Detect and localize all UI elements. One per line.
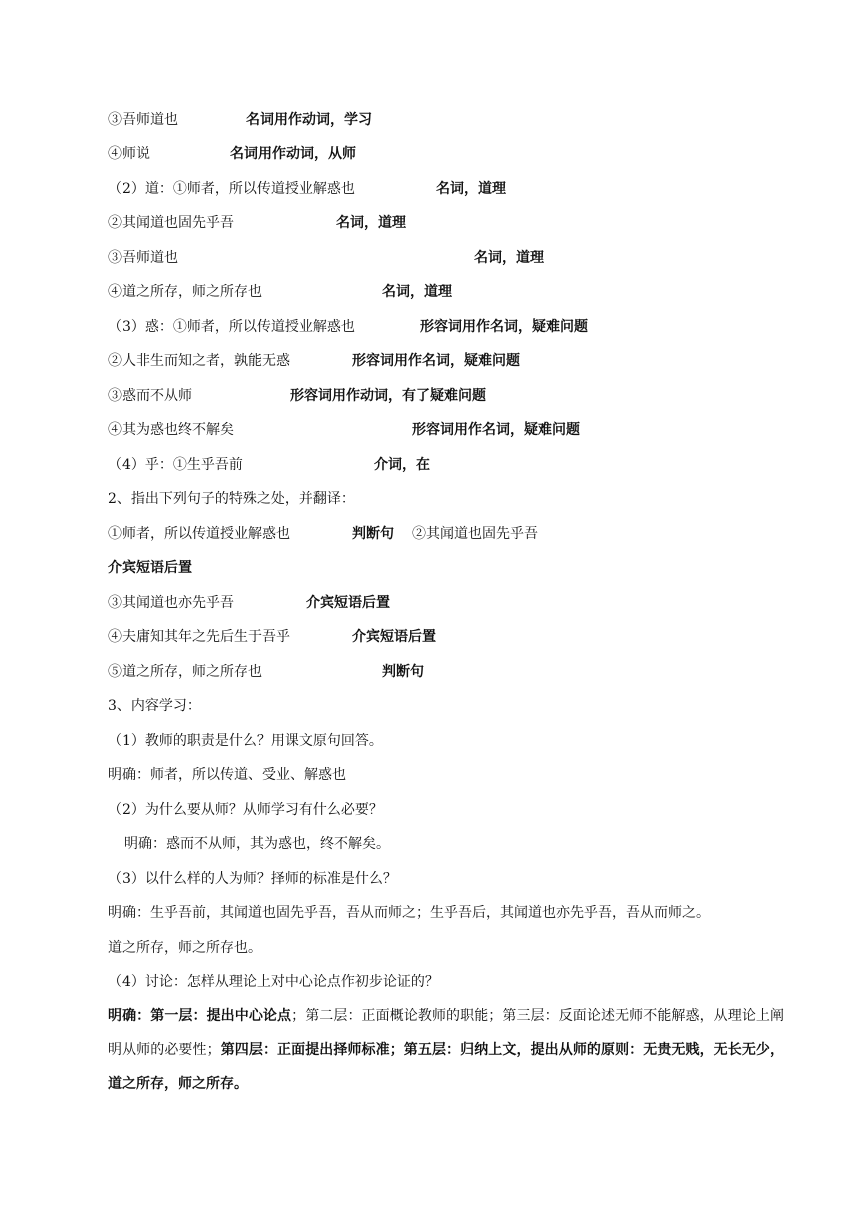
annotation: 形容词用作名词，疑难问题 (352, 353, 520, 369)
answer-paragraph (108, 999, 784, 1101)
annotation: 形容词用作名词，疑难问题 (420, 319, 588, 335)
sentence: ②其闻道也固先乎吾 (108, 215, 234, 231)
example-line (108, 111, 178, 129)
question: （1）教师的职责是什么？用课文原句回答。 (108, 733, 383, 749)
answer: 明确：师者，所以传道、受业、解惑也 (108, 767, 346, 783)
sentence: ④其为惑也终不解矣 (108, 422, 234, 438)
sentence: ③吾师道也 (108, 250, 178, 266)
sentence: ④道之所存，师之所存也 (108, 284, 262, 300)
sentence: ④夫庸知其年之先后生于吾乎 (108, 629, 290, 645)
annotation: 名词用作动词，从师 (230, 146, 356, 162)
question: （4）讨论：怎样从理论上对中心论点作初步论证的？ (108, 974, 439, 990)
sentence: ⑤道之所存，师之所存也 (108, 664, 262, 680)
answer: 明确：生乎吾前，其闻道也固先乎吾，吾从而师之；生乎吾后，其闻道也亦先乎吾，吾从而师之。 (108, 905, 710, 921)
annotation: 介宾短语后置 (306, 595, 390, 611)
sentence: ②其闻道也固先乎吾 (412, 526, 538, 542)
annotation: 介词，在 (374, 457, 430, 473)
answer: 道之所存，师之所存也。 (108, 940, 262, 956)
question: （3）以什么样的人为师？择师的标准是什么？ (108, 871, 397, 887)
sentence: （4）乎：①生乎吾前 (108, 457, 243, 473)
sentence: ③吾师道也 (108, 112, 178, 128)
sentence: （3）惑：①师者，所以传道授业解惑也 (108, 319, 355, 335)
annotation: 判断句 (352, 526, 394, 542)
sentence: ②人非生而知之者，孰能无惑 (108, 353, 290, 369)
answer: 明确：惑而不从师，其为惑也，终不解矣。 (124, 836, 390, 852)
sentence: ①师者，所以传道授业解惑也 (108, 526, 290, 542)
sentence: ③惑而不从师 (108, 388, 192, 404)
answer-bold: 第四层：正面提出择师标准；第五层：归纳上文，提出从师的原则：无贵无贱，无长无少，道之所存，师之所存。 (108, 1042, 785, 1092)
section-heading: 3、内容学习： (108, 698, 201, 714)
annotation: 名词，道理 (436, 181, 506, 197)
question: （2）为什么要从师？从师学习有什么必要？ (108, 802, 383, 818)
sentence: ④师说 (108, 146, 150, 162)
sentence: （2）道：①师者，所以传道授业解惑也 (108, 181, 355, 197)
annotation: 名词用作动词，学习 (246, 112, 372, 128)
annotation: 名词，道理 (382, 284, 452, 300)
annotation: 名词，道理 (474, 250, 544, 266)
answer-bold: 明确：第一层：提出中心论点 (108, 1008, 292, 1024)
section-heading: 2、指出下列句子的特殊之处，并翻译： (108, 491, 355, 507)
sentence: ③其闻道也亦先乎吾 (108, 595, 234, 611)
answer-text: ；第二层：正面概论教师的职能；第三层：反面论述无师不能解惑，从理论上阐明从师的必要性； (108, 1008, 785, 1058)
annotation: 判断句 (382, 664, 424, 680)
annotation: 介宾短语后置 (352, 629, 436, 645)
annotation: 形容词用作名词，疑难问题 (412, 422, 580, 438)
annotation: 介宾短语后置 (108, 560, 192, 576)
annotation: 形容词用作动词，有了疑难问题 (290, 388, 486, 404)
annotation: 名词，道理 (336, 215, 406, 231)
